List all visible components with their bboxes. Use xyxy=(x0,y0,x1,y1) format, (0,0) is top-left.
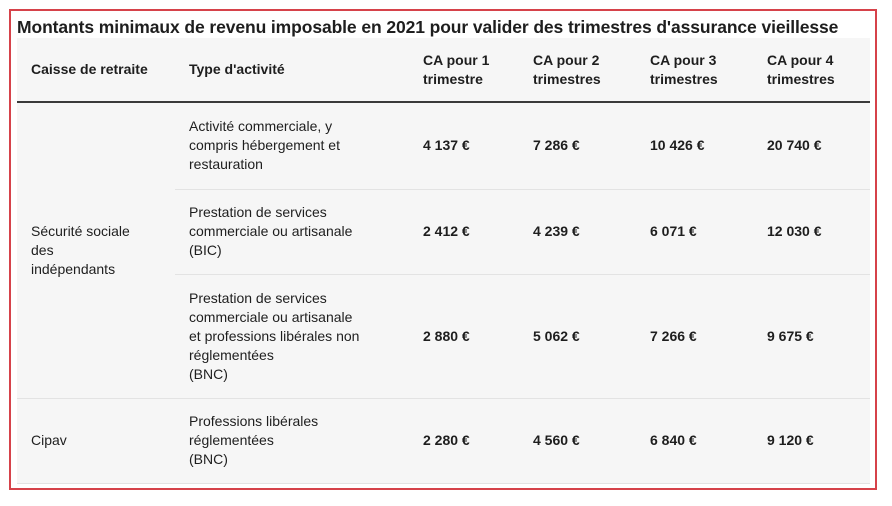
header-ca2-line: CA pour 2 xyxy=(533,51,600,68)
header-ca1-line: CA pour 1 xyxy=(423,51,490,68)
header-row xyxy=(17,38,870,102)
activity-line: (BNC) xyxy=(189,365,228,382)
ca2-cell: 7 286 € xyxy=(519,102,636,189)
caisse-cell xyxy=(17,398,175,483)
ca3-cell: 10 426 € xyxy=(636,102,753,189)
caisse-line: des xyxy=(31,241,54,258)
activity-line: (BIC) xyxy=(189,242,222,258)
ca2-cell: 5 062 € xyxy=(519,274,636,398)
activity-line: commerciale ou artisanale xyxy=(189,308,353,325)
ca1-cell: 2 280 € xyxy=(409,398,519,483)
activity-line: compris hébergement et xyxy=(189,137,340,154)
activity-line: restauration xyxy=(189,156,263,173)
header-caisse: Caisse de retraite xyxy=(17,38,175,102)
ca3-cell: 6 840 € xyxy=(636,398,753,483)
header-ca3-line: trimestres xyxy=(650,70,718,87)
header-ca2-line: trimestres xyxy=(533,70,601,87)
table-caption: Montants minimaux de revenu imposable en 2021 pour valider des trimestres d'assurance vieillesse xyxy=(17,17,839,37)
table-row xyxy=(17,102,870,189)
ca4-cell: 12 030 € xyxy=(753,189,870,274)
header-type: Type d'activité xyxy=(175,38,409,102)
activity-line: réglementées xyxy=(189,346,274,363)
activity-type-cell xyxy=(175,102,409,189)
ca1-cell: 2 412 € xyxy=(409,189,519,274)
table-row xyxy=(17,398,870,483)
income-threshold-table xyxy=(17,38,870,484)
activity-line: Prestation de services xyxy=(189,289,327,306)
header-ca3 xyxy=(636,38,753,102)
activity-line: commerciale ou artisanale xyxy=(189,223,353,239)
ca1-cell: 4 137 € xyxy=(409,102,519,189)
activity-line: et professions libérales non xyxy=(189,327,360,344)
header-ca1 xyxy=(409,38,519,102)
ca4-cell: 9 675 € xyxy=(753,274,870,398)
caisse-cell xyxy=(17,102,175,398)
caisse-line: Sécurité sociale xyxy=(31,222,130,239)
ca4-cell: 9 120 € xyxy=(753,398,870,483)
activity-line: (BNC) xyxy=(189,451,228,467)
ca4-cell: 20 740 € xyxy=(753,102,870,189)
ca2-cell: 4 560 € xyxy=(519,398,636,483)
header-ca4 xyxy=(753,38,870,102)
header-ca1-line: trimestre xyxy=(423,70,483,87)
header-ca3-line: CA pour 3 xyxy=(650,51,717,68)
header-ca4-line: CA pour 4 xyxy=(767,51,834,68)
activity-type-cell xyxy=(175,189,409,274)
ca3-cell: 7 266 € xyxy=(636,274,753,398)
ca3-cell: 6 071 € xyxy=(636,189,753,274)
activity-line: réglementées xyxy=(189,432,274,448)
header-ca2 xyxy=(519,38,636,102)
activity-type-cell xyxy=(175,398,409,483)
activity-line: Prestation de services xyxy=(189,204,327,220)
activity-line: Professions libérales xyxy=(189,413,319,429)
caisse-line: Cipav xyxy=(31,432,67,448)
ca1-cell: 2 880 € xyxy=(409,274,519,398)
header-ca4-line: trimestres xyxy=(767,70,835,87)
caisse-line: indépendants xyxy=(31,260,116,277)
ca2-cell: 4 239 € xyxy=(519,189,636,274)
activity-type-cell xyxy=(175,274,409,398)
activity-line: Activité commerciale, y xyxy=(189,118,333,135)
